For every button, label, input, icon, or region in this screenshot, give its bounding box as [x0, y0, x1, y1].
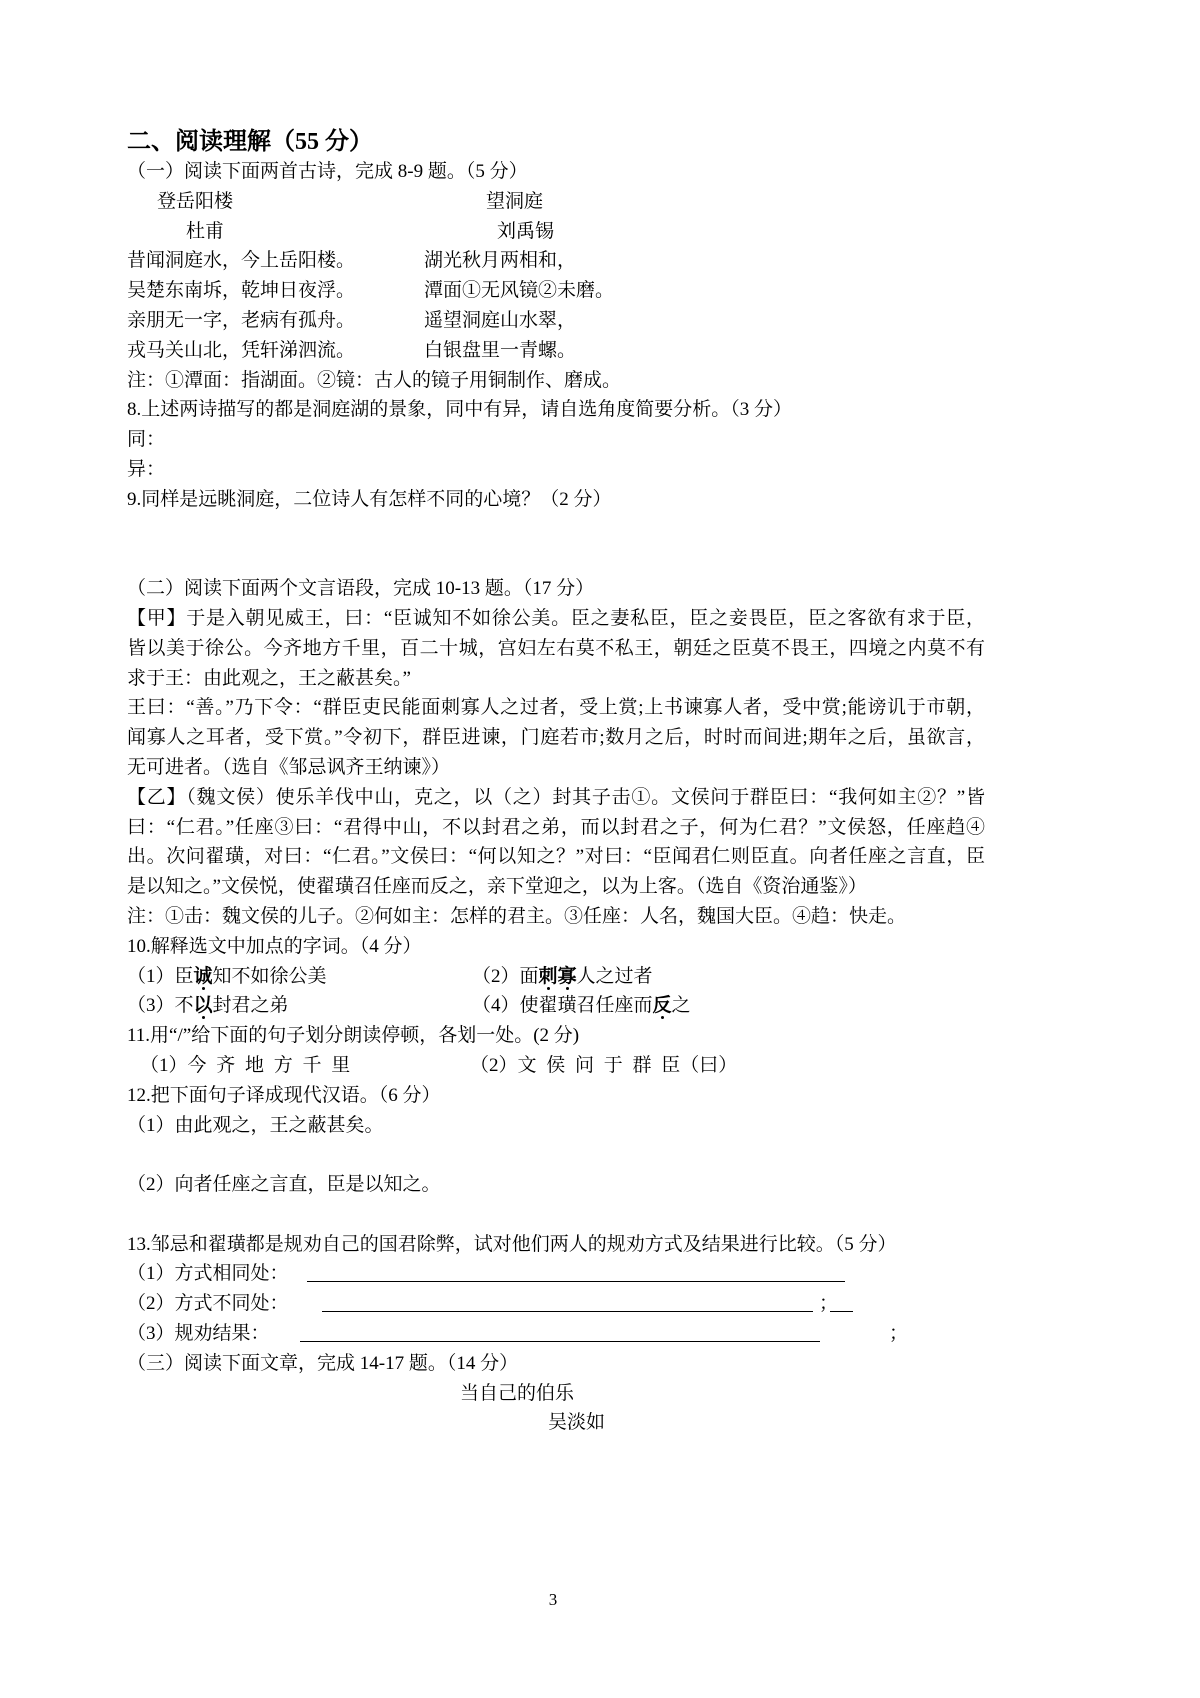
passage-jia-line: 王曰：“善。”乃下令：“群臣吏民能面刺寡人之过者，受上赏;上书谏寡人者，受中赏;能谤讥于市朝， [127, 697, 985, 719]
poem-title-2: 望洞庭 [486, 190, 544, 212]
poem-author-2: 刘禹锡 [497, 220, 555, 242]
question-10-item [472, 962, 653, 992]
answer-space [127, 1140, 985, 1170]
poem-1-line: 亲朋无一字，老病有孤舟。 [127, 309, 356, 331]
question-13: 13.邹忌和翟璜都是规劝自己的国君除弊，试对他们两人的规劝方式及结果进行比较。（5 分） [127, 1233, 897, 1255]
question-13-label: （3）规劝结果： [127, 1323, 270, 1345]
question-10-row [127, 962, 985, 992]
question-13-label: （1）方式相同处： [127, 1263, 289, 1285]
question-10-item [127, 962, 327, 992]
question-12: 12.把下面句子译成现代汉语。（6 分） [127, 1084, 441, 1106]
answer-space [127, 1200, 985, 1230]
question-10-item [127, 991, 289, 1021]
item-text: 之 [671, 995, 691, 1017]
passage-yi-line: 曰：“仁君。”任座③曰：“君得中山，不以封君之弟，而以封君之子，何为仁君？”文侯怒，任座趋④ [127, 816, 985, 838]
dotted-character: 以 [193, 995, 213, 1017]
article-title: 当自己的伯乐 [460, 1382, 575, 1404]
answer-label-different: 异： [127, 458, 166, 480]
poem-line-row [127, 246, 985, 276]
poem-title-row [127, 187, 985, 217]
question-8: 8.上述两诗描写的都是洞庭湖的景象，同中有异，请自选角度简要分析。（3 分） [127, 399, 793, 421]
poem-1-line: 吴楚东南坼，乾坤日夜浮。 [127, 280, 356, 302]
question-13-end-mark: ； [819, 1293, 839, 1315]
poem-note: 注：①潭面：指湖面。②镜：古人的镜子用铜制作、磨成。 [127, 369, 622, 391]
question-10-row [127, 991, 985, 1021]
answer-space [127, 544, 985, 574]
poem-2-line: 遥望洞庭山水翠， [424, 309, 577, 331]
question-13-row [127, 1319, 985, 1349]
part2-heading: （二）阅读下面两个文言语段，完成 10-13 题。（17 分） [127, 578, 595, 600]
dotted-character: 诚 [193, 965, 213, 987]
dotted-character: 寡 [557, 965, 577, 987]
poem-author-1: 杜甫 [186, 220, 225, 242]
passage-jia-line: 无可进者。（选自《邹忌讽齐王纳谏》） [127, 756, 451, 778]
article-author-row [127, 1408, 985, 1438]
passage-yi-line: 是以知之。”文侯悦，使翟璜召任座而反之，亲下堂迎之，以为上客。（选自《资治通鉴》） [127, 876, 867, 898]
article-title-row [127, 1379, 985, 1409]
question-13-label: （2）方式不同处： [127, 1293, 289, 1315]
question-11: 11.用“/”给下面的句子划分朗读停顿，各划一处。(2 分) [127, 1025, 580, 1047]
poem-2-line: 潭面①无风镜②未磨。 [424, 280, 615, 302]
article-author: 吴淡如 [548, 1412, 606, 1434]
part3-heading: （三）阅读下面文章，完成 14-17 题。（14 分） [127, 1352, 519, 1374]
page-body [127, 157, 985, 1438]
question-11-item: （1）今 齐 地 方 千 里 [140, 1054, 351, 1076]
question-10-item [472, 991, 691, 1021]
question-12-item: （1）由此观之，王之蔽甚矣。 [127, 1114, 384, 1136]
question-10: 10.解释选文中加点的字词。（4 分） [127, 935, 422, 957]
answer-blank-line [322, 1311, 813, 1312]
page-number: 3 [548, 1590, 558, 1609]
item-text: （1）臣 [127, 965, 194, 987]
item-text: 知不如徐公美 [212, 965, 327, 987]
question-13-row [127, 1259, 985, 1289]
section-title: 二、阅读理解（55 分） [127, 129, 373, 155]
poem-line-row [127, 336, 985, 366]
dotted-character: 刺 [538, 965, 558, 987]
question-11-row [127, 1051, 985, 1081]
answer-label-same: 同： [127, 429, 166, 451]
part1-heading: （一）阅读下面两首古诗，完成 8-9 题。（5 分） [127, 161, 528, 182]
question-11-item: （2）文 侯 问 于 群 臣（曰） [470, 1054, 738, 1076]
poem-2-line: 白银盘里一青螺。 [424, 339, 577, 361]
answer-space [127, 515, 985, 545]
item-text: （2）面 [472, 965, 539, 987]
passage-jia-line: 皆以美于徐公。今齐地方千里，百二十城，宫妇左右莫不私王，朝廷之臣莫不畏王，四境之内莫不有 [127, 637, 985, 659]
item-text: （3）不 [127, 995, 194, 1017]
question-13-end-mark: ； [889, 1323, 909, 1345]
item-text: （4）使翟璜召任座而 [472, 995, 653, 1017]
poem-line-row [127, 276, 985, 306]
poem-2-line: 湖光秋月两相和， [424, 250, 577, 272]
question-13-row [127, 1289, 985, 1319]
item-text: 人之过者 [576, 965, 653, 987]
passage-yi-line: 【乙】（魏文侯）使乐羊伐中山，克之，以（之）封其子击①。文侯问于群臣曰：“我何如主②？”皆 [127, 786, 985, 808]
answer-blank-line [300, 1341, 820, 1342]
passage-yi-line: 出。次问翟璜，对曰：“仁君。”文侯曰：“何以知之？”对曰：“臣闻君仁则臣直。向者任座之言直，臣 [127, 846, 985, 868]
passage-jia-line: 求于王：由此观之，王之蔽甚矣。” [127, 667, 411, 689]
question-9: 9.同样是远眺洞庭，二位诗人有怎样不同的心境？（2 分） [127, 488, 612, 510]
passage-note: 注：①击：魏文侯的儿子。②何如主：怎样的君主。③任座：人名，魏国大臣。④趋：快走。 [127, 905, 907, 927]
poem-author-row [127, 217, 985, 247]
passage-jia-line: 闻寡人之耳者，受下赏。”令初下，群臣进谏，门庭若市;数月之后，时时而间进;期年之后，虽欲言， [127, 727, 985, 749]
answer-blank-line [830, 1311, 853, 1312]
item-text: 封君之弟 [212, 995, 289, 1017]
poem-title-1: 登岳阳楼 [157, 190, 234, 212]
dotted-character: 反 [652, 995, 672, 1017]
poem-1-line: 戎马关山北，凭轩涕泗流。 [127, 339, 356, 361]
question-12-item: （2）向者任座之言直，臣是以知之。 [127, 1174, 441, 1196]
answer-blank-line [307, 1281, 845, 1282]
poem-line-row [127, 306, 985, 336]
poem-1-line: 昔闻洞庭水，今上岳阳楼。 [127, 250, 356, 272]
passage-jia-line: 【甲】于是入朝见威王，曰：“臣诚知不如徐公美。臣之妻私臣，臣之妾畏臣，臣之客欲有求于臣， [127, 607, 985, 629]
